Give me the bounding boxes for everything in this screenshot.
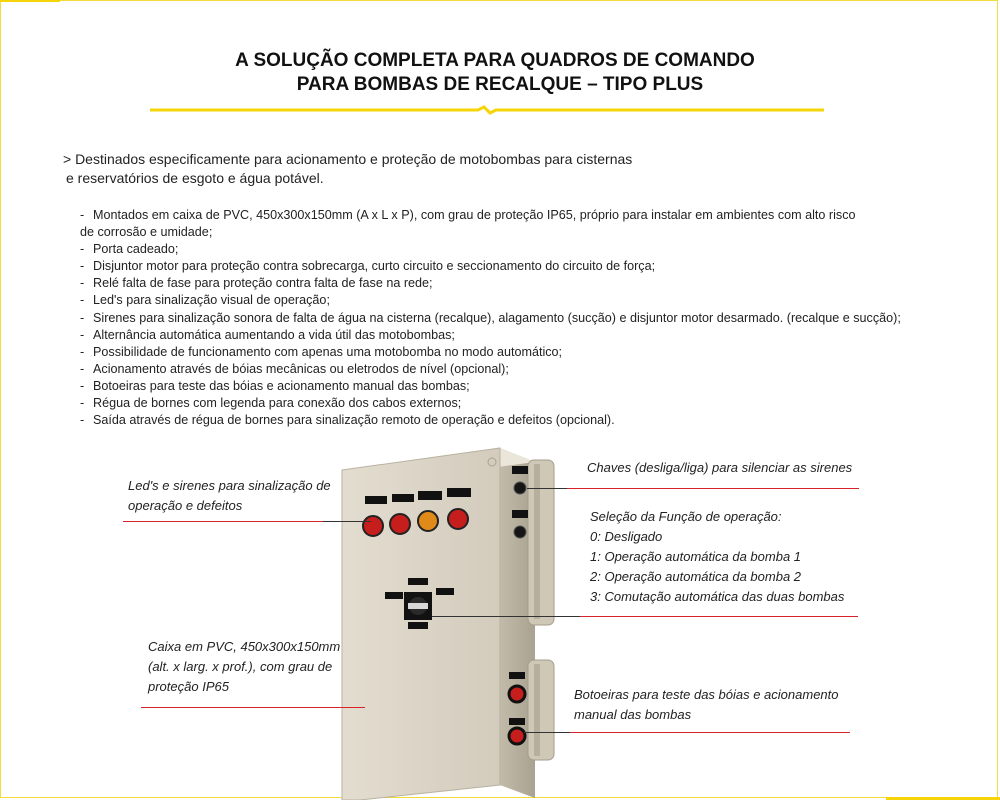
callout-switches: Chaves (desliga/liga) para silenciar as sirenes (587, 460, 853, 475)
corner-accent-top-left (0, 0, 60, 2)
feature-item-continuation: de corrosão e umidade; (80, 225, 213, 240)
callout-selection-connector (432, 616, 580, 617)
feature-item: - Possibilidade de funcionamento com apenas uma motobomba no modo automático; (80, 344, 970, 361)
feature-item: - Régua de bornes com legenda para conexão dos cabos externos; (80, 395, 970, 412)
callout-buttons-line1: Botoeiras para teste das bóias e acionamento (574, 687, 839, 702)
callout-leds-rule (123, 521, 323, 522)
callout-buttons (574, 685, 839, 725)
callout-selection (590, 507, 844, 607)
callout-switches-rule (567, 488, 859, 489)
intro-line1: > Destinados especificamente para acionamento e proteção de motobombas para cisternas (63, 151, 633, 167)
feature-item: - Disjuntor motor para proteção contra sobrecarga, curto circuito e seccionamento do circuito de força; (80, 258, 970, 275)
callout-box-line3: proteção IP65 (148, 679, 229, 694)
feature-item: - Saída através de régua de bornes para sinalização remoto de operação e defeitos (opcional). (80, 412, 970, 429)
callout-leds-line2: operação e defeitos (128, 498, 243, 513)
callout-box-line1: Caixa em PVC, 450x300x150mm (148, 639, 341, 654)
feature-item: - Relé falta de fase para proteção contra falta de fase na rede; (80, 275, 970, 292)
feature-item: - Alternância automática aumentando a vida útil das motobombas; (80, 327, 970, 344)
selection-option-2: 2: Operação automática da bomba 2 (590, 569, 802, 584)
selection-option-3: 3: Comutação automática das duas bombas (590, 589, 845, 604)
feature-item: - Sirenes para sinalização sonora de falta de água na cisterna (recalque), alagamento (sucção) e disjuntor motor desarmado. (recalque e sucção); (80, 310, 970, 327)
callout-leds-connector (323, 521, 371, 522)
callout-box-rule (141, 707, 365, 708)
callout-switches-connector (527, 488, 567, 489)
feature-item: - Acionamento através de bóias mecânicas ou eletrodos de nível (opcional); (80, 361, 970, 378)
hinge-bottom (528, 660, 554, 760)
callout-selection-rule (580, 616, 858, 617)
page-title-line2: PARA BOMBAS DE RECALQUE – TIPO PLUS (296, 74, 704, 95)
page-title-line1: A SOLUÇÃO COMPLETA PARA QUADROS DE COMANDO (235, 50, 755, 71)
feature-item: - Botoeiras para teste das bóias e acionamento manual das bombas; (80, 378, 970, 395)
callout-buttons-connector (524, 732, 570, 733)
hinge-top (528, 460, 554, 625)
feature-list (80, 207, 970, 429)
intro-line2: e reservatórios de esgoto e água potável. (66, 170, 324, 186)
callout-leds-line1: Led's e sirenes para sinalização de (128, 478, 331, 493)
callout-box (148, 637, 340, 697)
callout-leds (128, 476, 331, 516)
feature-item: - Led's para sinalização visual de operação; (80, 292, 970, 309)
title-underline (0, 100, 1000, 120)
intro-paragraph (63, 150, 663, 188)
callout-buttons-rule (570, 732, 850, 733)
feature-item: - Montados em caixa de PVC, 450x300x150mm (A x L x P), com grau de proteção IP65, próprio para instalar em ambientes com alto risco (80, 207, 970, 224)
selection-option-1: 1: Operação automática da bomba 1 (590, 549, 802, 564)
callout-box-line2: (alt. x larg. x prof.), com grau de (148, 659, 333, 674)
callout-buttons-line2: manual das bombas (574, 707, 692, 722)
selection-title: Seleção da Função de operação: (590, 509, 782, 524)
control-panel-illustration (330, 440, 570, 800)
selection-option-0: 0: Desligado (590, 529, 663, 544)
feature-item: - Porta cadeado; (80, 241, 970, 258)
